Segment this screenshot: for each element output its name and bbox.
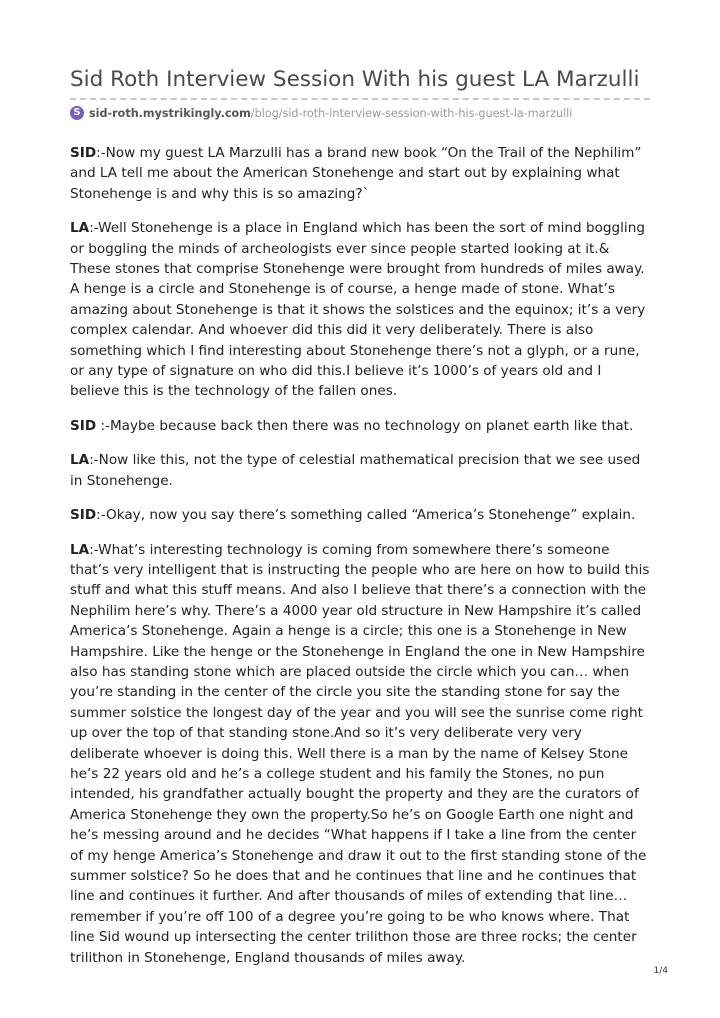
paragraph-text: :-What’s interesting technology is coming from somewhere there’s someone that’s very intelligent that is instructing the people who are here on how to build this stuff and what this stuff means. And also I believe that there’s a connection with the Nephilim here’s why. There’s a 4000 year old structure in New Hampshire it’s called America’s Stonehenge. Again a henge is a circle; this one is a Stonehenge in New Hampshire. Like the henge or the Stonehenge in England the one in New Hampshire also has standing stone which are placed outside the circle which you can… when you’re standing in the center of the circle you site the standing stone for say the summer solstice the longest day of the year and you will see the sunrise come right up over the top of that standing stone.And so it’s very deliberate very very deliberate whoever is doing this. Well there is a man by the name of Kelsey Stone he’s 22 years old and he’s a college student and his family the Stones, no pun intended, his grandfather actually bought the property and they are the curators of America Stonehenge they own the property.So he’s on Google Earth one night and he’s messing around and he decides “What happens if I take a line from the center of my henge America’s Stonehenge and draw it out to the first standing stone of the summer solstice? So he does that and he continues that line and he continues that line and continues it further. And after thousands of miles of extending that line… remember if you’re off 100 of a degree you’re going to be who knows where. That line Sid wound up intersecting the center trilithon those are three rocks; the center trilithon in Stonehenge, England thousands of miles away. <box>70 541 650 966</box>
paragraph <box>70 218 652 402</box>
paragraph <box>70 450 652 491</box>
paragraph <box>70 540 652 969</box>
speaker-label: LA <box>70 220 90 237</box>
page-title: Sid Roth Interview Session With his guest LA Marzulli <box>70 67 640 92</box>
speaker-label: LA <box>70 541 90 558</box>
paragraph <box>70 416 652 436</box>
paragraph <box>70 143 652 204</box>
paragraph-text: :-Now like this, not the type of celestial mathematical precision that we see used in Stonehenge. <box>70 452 641 489</box>
source-domain-link[interactable]: sid-roth.mystrikingly.com <box>89 106 251 120</box>
page-number: 1/4 <box>653 966 668 976</box>
title-divider <box>70 98 650 100</box>
article-body <box>70 143 652 982</box>
speaker-label: LA <box>70 452 90 469</box>
speaker-label: SID <box>70 417 97 434</box>
paragraph-text: :-Okay, now you say there’s something called “America’s Stonehenge” explain. <box>96 507 636 524</box>
site-logo-icon: S <box>70 106 84 120</box>
speaker-label: SID <box>70 507 97 524</box>
paragraph-text: :-Maybe because back then there was no technology on planet earth like that. <box>96 417 634 434</box>
paragraph <box>70 505 652 525</box>
speaker-label: SID <box>70 145 97 161</box>
paragraph-text: :-Now my guest LA Marzulli has a brand new book “On the Trail of the Nephilim” and LA tell me about the American Stonehenge and start out by explaining what Stonehenge is and why this is so amazing?` <box>70 145 642 202</box>
paragraph-text: :-Well Stonehenge is a place in England which has been the sort of mind boggling or boggling the minds of archeologists ever since people started looking at it.& These stones that comprise Stonehenge were brought from hundreds of miles away. A henge is a circle and Stonehenge is of course, a henge made of stone. What’s amazing about Stonehenge is that it shows the solstices and the equinox; it’s a very complex calendar. And whoever did this did it very deliberately. There is also something which I find interesting about Stonehenge there’s not a glyph, or a rune, or any type of signature on who did this.I believe it’s 1000’s of years old and I believe this is the technology of the fallen ones. <box>70 220 646 400</box>
source-path: /blog/sid-roth-interview-session-with-his-guest-la-marzulli <box>250 106 573 120</box>
source-line <box>70 105 572 121</box>
